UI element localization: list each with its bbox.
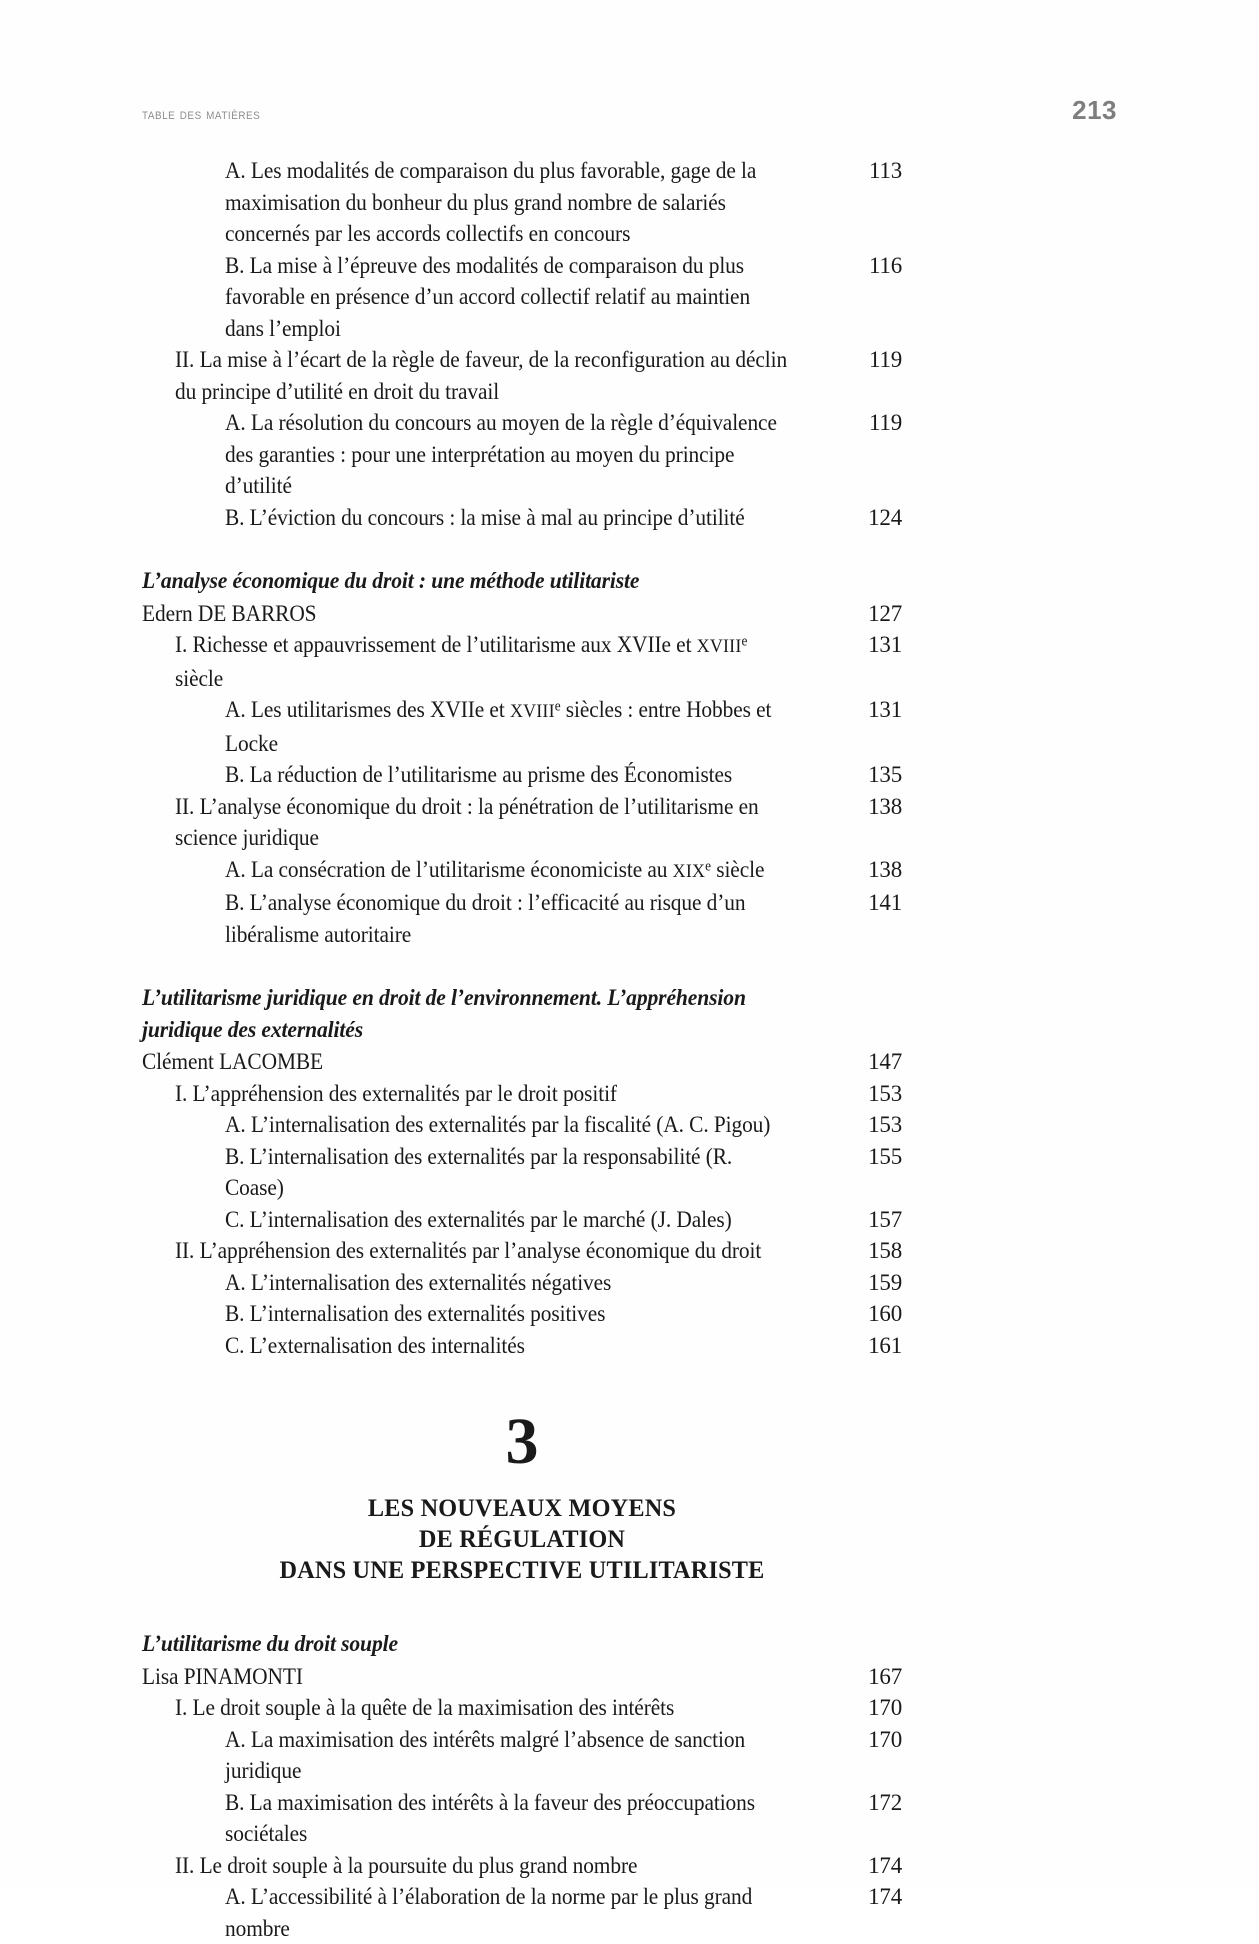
toc-entry-label: B. L’internalisation des externalités par la responsabilité (R. Coase)	[225, 1143, 733, 1200]
toc-entry[interactable]	[225, 854, 902, 888]
contribution-author-page: 127	[868, 600, 902, 626]
toc-entry[interactable]	[175, 1692, 902, 1724]
contribution-author[interactable]	[142, 598, 902, 630]
toc-entry[interactable]	[225, 1330, 902, 1362]
toc-entry-label: B. La maximisation des intérêts à la faveur des préoccupations sociétales	[225, 1789, 755, 1846]
contribution-author-name	[142, 598, 795, 630]
part-title-line: DE RÉGULATION	[418, 1526, 626, 1553]
toc-entry-label: II. La mise à l’écart de la règle de faveur, de la reconfiguration au déclin du principe d’utilité en droit du travail	[175, 347, 788, 404]
part-divider	[142, 1407, 902, 1586]
toc-entry[interactable]	[225, 1881, 902, 1944]
contribution-author-page: 167	[868, 1663, 902, 1689]
toc-entry-page: 119	[868, 410, 902, 435]
toc-entry-label: A. Les modalités de comparaison du plus favorable, gage de la maximisation du bonheur du plus grand nombre de salariés concernés par les accords collectifs en concours	[225, 158, 757, 246]
toc-entry[interactable]	[225, 1298, 902, 1330]
toc-entry-label: A. L’accessibilité à l’élaboration de la norme par le plus grand nombre	[225, 1884, 753, 1941]
toc-entry-page: 116	[868, 252, 902, 278]
toc-entry[interactable]	[225, 694, 902, 759]
contribution-title-label: L’utilitarisme du droit souple	[142, 1631, 398, 1657]
part-title-line: LES NOUVEAUX MOYENS	[367, 1495, 677, 1522]
toc-entry-label: I. Le droit souple à la quête de la maximisation des intérêts	[175, 1695, 675, 1720]
toc-entry-page: 131	[868, 697, 902, 722]
toc-entry-page: 124	[868, 504, 902, 530]
toc-entry-label: B. L’éviction du concours : la mise à mal au principe d’utilité	[225, 504, 745, 530]
contribution-author-name	[142, 1046, 795, 1078]
toc-entry-page: 141	[868, 890, 902, 915]
page-number: 213	[1072, 95, 1117, 125]
author-first-name: Lisa	[142, 1663, 184, 1689]
section-spacer	[142, 1596, 902, 1629]
toc-entry[interactable]	[225, 759, 902, 791]
toc-entry-label: II. L’analyse économique du droit : la pénétration de l’utilitarisme en science juridique	[175, 793, 759, 850]
toc-entry-page: 170	[868, 1726, 902, 1752]
toc-entry[interactable]	[175, 344, 902, 407]
running-head-title: table des matières	[142, 106, 261, 123]
toc-entry-page: 119	[868, 347, 902, 372]
toc-entry[interactable]	[175, 1235, 902, 1267]
toc-entry-page: 153	[868, 1112, 902, 1137]
contribution-author-page: 147	[868, 1049, 902, 1074]
toc-entry[interactable]	[225, 1267, 902, 1299]
toc-entry-label: B. L’internalisation des externalités positives	[225, 1301, 606, 1326]
toc-entry-page: 172	[868, 1789, 902, 1815]
author-last-name: LACOMBE	[219, 1049, 324, 1074]
toc-entry-label: A. La consécration de l’utilitarisme économiciste au XIXe siècle	[225, 856, 765, 882]
contribution-title[interactable]	[142, 566, 902, 598]
part-title-line: DANS UNE PERSPECTIVE UTILITARISTE	[279, 1557, 765, 1584]
toc-entry[interactable]	[225, 1109, 902, 1141]
contribution-author-name	[142, 1661, 795, 1693]
author-last-name: DE BARROS	[197, 600, 317, 626]
toc-entry-page: 174	[868, 1852, 902, 1878]
toc-entry[interactable]	[175, 629, 902, 694]
toc-entry[interactable]	[175, 1850, 902, 1882]
author-last-name: PINAMONTI	[183, 1663, 303, 1689]
toc-entry-page: 153	[868, 1080, 902, 1106]
toc-entry[interactable]	[225, 250, 902, 345]
toc-entry-label: A. Les utilitarismes des XVIIe et XVIIIe siècles : entre Hobbes et Locke	[225, 697, 772, 756]
toc-entry[interactable]	[225, 1204, 902, 1236]
toc-entry-label: A. La résolution du concours au moyen de la règle d’équivalence des garanties : pour une interprétation au moyen du principe d’utilité	[225, 410, 777, 498]
toc-entry-label: I. Richesse et appauvrissement de l’utilitarisme aux XVIIe et XVIIIe siècle	[175, 632, 748, 691]
section-spacer	[142, 950, 902, 983]
author-first-name: Edern	[142, 600, 198, 626]
part-number: 3	[505, 1405, 539, 1478]
running-head	[142, 95, 1117, 125]
section-spacer	[142, 533, 902, 566]
toc-entry-page: 170	[868, 1695, 902, 1720]
toc-entry-label: A. L’internalisation des externalités par la fiscalité (A. C. Pigou)	[225, 1112, 771, 1137]
toc-entry[interactable]	[225, 155, 902, 250]
toc-entry-label: C. L’externalisation des internalités	[225, 1332, 525, 1358]
toc-entry-label: II. Le droit souple à la poursuite du plus grand nombre	[175, 1852, 638, 1878]
toc-entry-page: 158	[868, 1238, 902, 1263]
toc-entry-page: 135	[868, 762, 902, 787]
toc-entry[interactable]	[225, 1724, 902, 1787]
toc-entry-page: 174	[868, 1884, 902, 1909]
toc-entry-page: 159	[868, 1269, 902, 1295]
part-spacer	[142, 1586, 902, 1596]
contribution-title-label: L’utilitarisme juridique en droit de l’environnement. L’appréhension juridique des externalités	[142, 985, 746, 1043]
toc-entry[interactable]	[225, 502, 902, 534]
toc-entry-page: 155	[868, 1143, 902, 1169]
toc-entry-label: B. La réduction de l’utilitarisme au prisme des Économistes	[225, 762, 733, 787]
toc-entry-page: 113	[868, 158, 902, 183]
toc-entry-label: A. L’internalisation des externalités négatives	[225, 1269, 612, 1295]
contribution-author[interactable]	[142, 1661, 902, 1693]
toc-entry-page: 138	[868, 793, 902, 819]
toc-entry-label: A. La maximisation des intérêts malgré l’absence de sanction juridique	[225, 1726, 746, 1783]
contribution-author[interactable]	[142, 1046, 902, 1078]
toc-entry-label: C. L’internalisation des externalités par le marché (J. Dales)	[225, 1206, 732, 1232]
toc-entry[interactable]	[225, 1141, 902, 1204]
toc-entry-label: I. L’appréhension des externalités par le droit positif	[175, 1080, 617, 1106]
contribution-title-label: L’analyse économique du droit : une méthode utilitariste	[142, 568, 640, 594]
toc-entry[interactable]	[225, 407, 902, 502]
contribution-title[interactable]	[142, 983, 902, 1046]
contribution-title[interactable]	[142, 1629, 902, 1661]
author-first-name: Clément	[142, 1049, 220, 1074]
toc-entry[interactable]	[225, 1787, 902, 1850]
toc-entry-label: B. L’analyse économique du droit : l’efficacité au risque d’un libéralisme autoritaire	[225, 890, 746, 947]
toc-entry-label: II. L’appréhension des externalités par l’analyse économique du droit	[175, 1238, 762, 1263]
table-of-contents	[142, 155, 902, 1944]
toc-entry-label: B. La mise à l’épreuve des modalités de comparaison du plus favorable en présence d’un accord collectif relatif au maintien dans l’emploi	[225, 252, 751, 341]
toc-entry-page: 131	[868, 632, 902, 657]
toc-entry-page: 157	[868, 1206, 902, 1232]
toc-entry-page: 138	[868, 856, 902, 882]
toc-entry-page: 160	[868, 1301, 902, 1326]
toc-entry[interactable]	[175, 791, 902, 854]
toc-entry[interactable]	[175, 1078, 902, 1110]
toc-entry[interactable]	[225, 887, 902, 950]
toc-entry-page: 161	[868, 1332, 902, 1358]
